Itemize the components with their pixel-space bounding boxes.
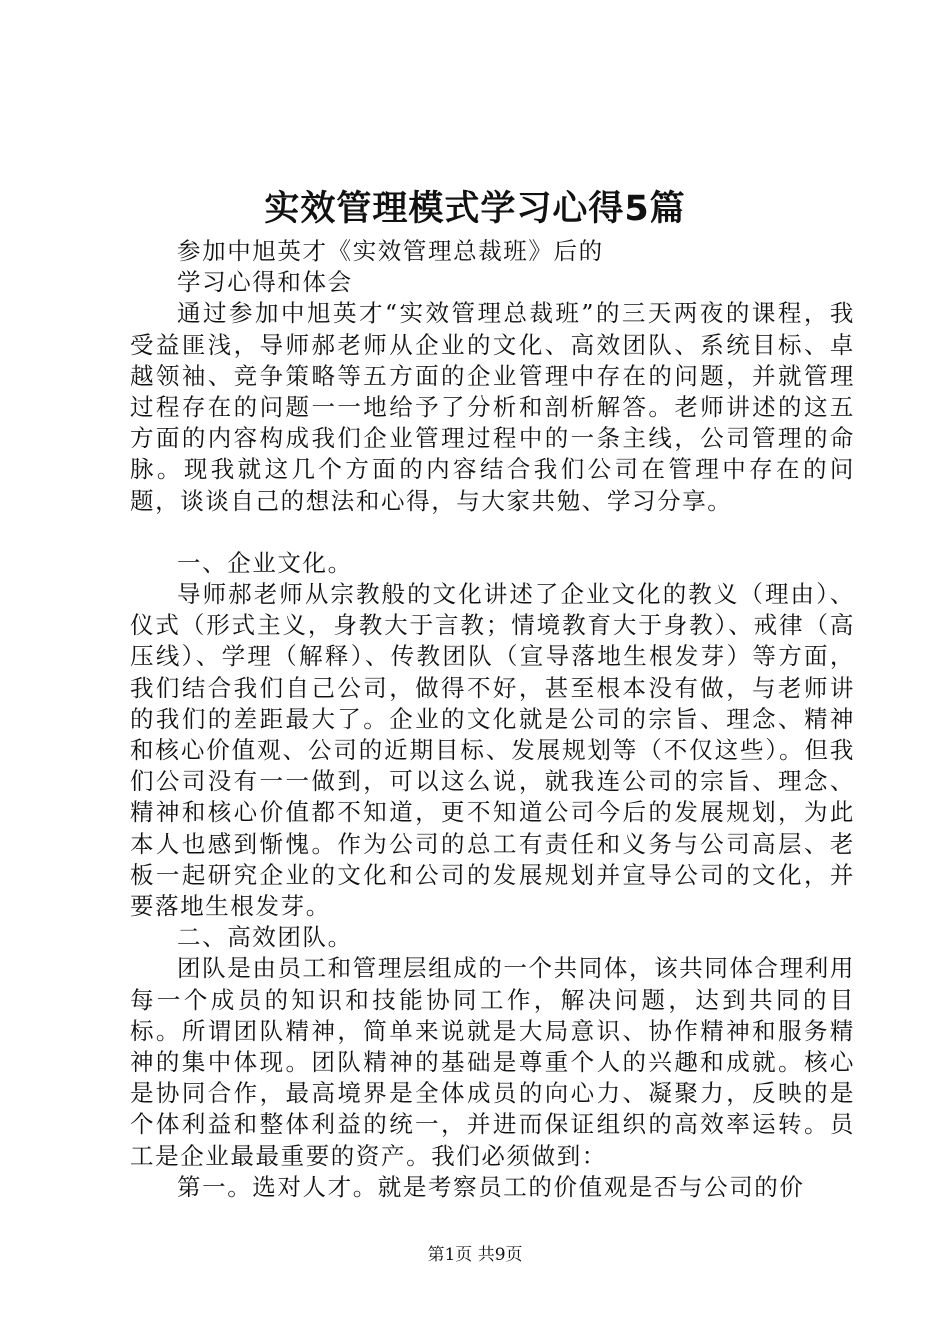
paragraph-intro: 通过参加中旭英才“实效管理总裁班”的三天两夜的课程，我受益匪浅，导师郝老师从企业的文化、高效团队、系统目标、卓越领袖、竞争策略等五方面的企业管理中存在的问题，并就管理过程存在的问题一一地给予了分析和剖析解答。老师讲述的这五方面的内容构成我们企业管理过程中的一条主线，公司管理的命脉。现我就这几个方面的内容结合我们公司在管理中存在的问题，谈谈自己的想法和心得，与大家共勉、学习分享。 <box>130 299 855 515</box>
document-body <box>130 236 855 1203</box>
subtitle-line-2: 学习心得和体会 <box>177 268 353 297</box>
document-title: 实效管理模式学习心得5篇 <box>264 189 686 229</box>
paragraph-first-point: 第一。选对人才。就是考察员工的价值观是否与公司的价 <box>177 1172 805 1201</box>
paragraph-team: 团队是由员工和管理层组成的一个共同体，该共同体合理利用每一个成员的知识和技能协同工作，解决问题，达到共同的目标。所谓团队精神，简单来说就是大局意识、协作精神和服务精神的集中体现。团队精神的基础是尊重个人的兴趣和成就。核心是协同合作，最高境界是全体成员的向心力、凝聚力，反映的是个体利益和整体利益的统一，并进而保证组织的高效率运转。员工是企业最最重要的资产。我们必须做到： <box>130 954 855 1170</box>
paragraph-culture: 导师郝老师从宗教般的文化讲述了企业文化的教义（理由）、仪式（形式主义，身教大于言教；情境教育大于身教）、戒律（高压线）、学理（解释）、传教团队（宣导落地生根发芽）等方面，我们结合我们自己公司，做得不好，甚至根本没有做，与老师讲的我们的差距最大了。企业的文化就是公司的宗旨、理念、精神和核心价值观、公司的近期目标、发展规划等（不仅这些）。但我们公司没有一一做到，可以这么说，就我连公司的宗旨、理念、精神和核心价值都不知道，更不知道公司今后的发展规划，为此本人也感到惭愧。作为公司的总工有责任和义务与公司高层、老板一起研究企业的文化和公司的发展规划并宣导公司的文化，并要落地生根发芽。 <box>130 580 855 921</box>
page-footer: 第1页 共9页 <box>427 1245 523 1265</box>
section-heading-culture: 一、企业文化。 <box>177 548 353 577</box>
section-heading-team: 二、高效团队。 <box>177 923 353 952</box>
subtitle-line-1: 参加中旭英才《实效管理总裁班》后的 <box>177 237 604 265</box>
